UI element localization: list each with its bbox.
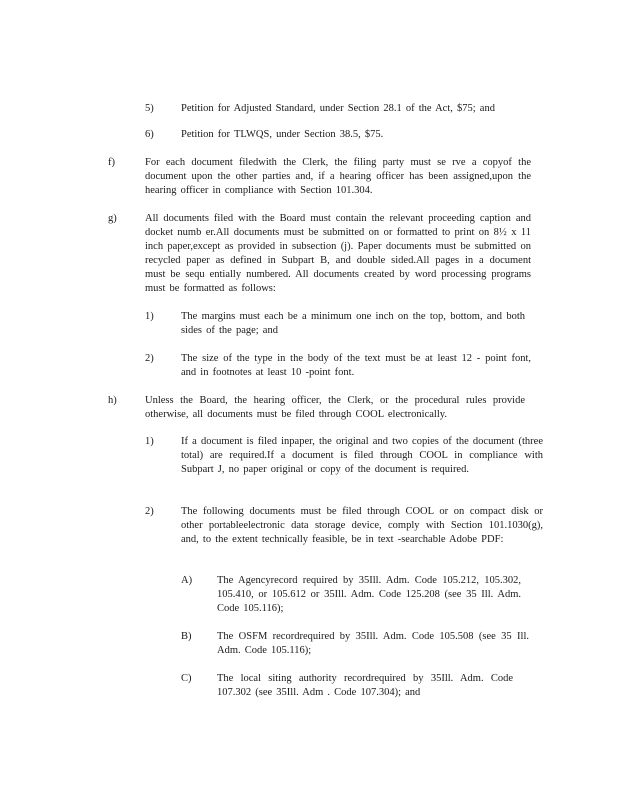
item-marker: A) (181, 575, 193, 586)
item-text: The Agencyrecord required by 35Ill. Adm. Code 105.212, 105.302, 105.410, or 105.612 or 35Ill. Adm. Code 125.208 (see 35 Ill. Adm. Code 105.116); (217, 575, 521, 614)
item-marker: 2) (145, 506, 154, 517)
item-text: The size of the type in the body of the text must be at least 12 - point font, and in footnotes at least 10 -point font. (181, 353, 531, 378)
item-marker: 2) (145, 353, 154, 364)
item-text: The following documents must be filed through COOL or on compact disk or other portableelectronic data storage device, comply with Section 101.1030(g), and, to the extent technically feasible, be in text -searchable Adobe PDF: (181, 506, 543, 545)
item-marker: 1) (145, 311, 154, 322)
subsection-text: Unless the Board, the hearing officer, the Clerk, or the procedural rules provide otherwise, all documents must be filed through COOL electronically. (145, 395, 525, 420)
item-text: The OSFM recordrequired by 35Ill. Adm. Code 105.508 (see 35 Ill. Adm. Code 105.116); (217, 631, 529, 656)
subsection-text: All documents filed with the Board must contain the relevant proceeding caption and docket numb er.All documents must be submitted on or formatted to print on 8½ x 11 inch paper,except as provided in subsection (j). Paper documents must be submitted on recycled paper as defined in Subpart B, and double sided.All pages in a document must be sequ entially numbered. All documents created by word processing programs must be formatted as follows: (145, 213, 531, 294)
item-marker: 5) (145, 103, 154, 114)
subsection-marker: f) (108, 157, 115, 168)
item-text: The local siting authority recordrequired by 35Ill. Adm. Code 107.302 (see 35Ill. Adm . Code 107.304); and (217, 673, 513, 698)
item-text: Petition for Adjusted Standard, under Section 28.1 of the Act, $75; and (181, 103, 495, 114)
item-text: The margins must each be a minimum one inch on the top, bottom, and both sides of the page; and (181, 311, 525, 336)
item-marker: B) (181, 631, 192, 642)
item-marker: 6) (145, 129, 154, 140)
item-text: If a document is filed inpaper, the original and two copies of the document (three total) are required.If a document is filed through COOL in compliance with Subpart J, no paper original or copy of the document is required. (181, 436, 543, 475)
item-marker: 1) (145, 436, 154, 447)
subsection-text: For each document filedwith the Clerk, the filing party must se rve a copyof the document upon the other parties and, if a hearing officer has been assigned,upon the hearing officer in compliance with Section 101.304. (145, 157, 531, 196)
subsection-marker: h) (108, 395, 117, 406)
item-marker: C) (181, 673, 192, 684)
item-text: Petition for TLWQS, under Section 38.5, $75. (181, 129, 384, 140)
subsection-marker: g) (108, 213, 117, 224)
